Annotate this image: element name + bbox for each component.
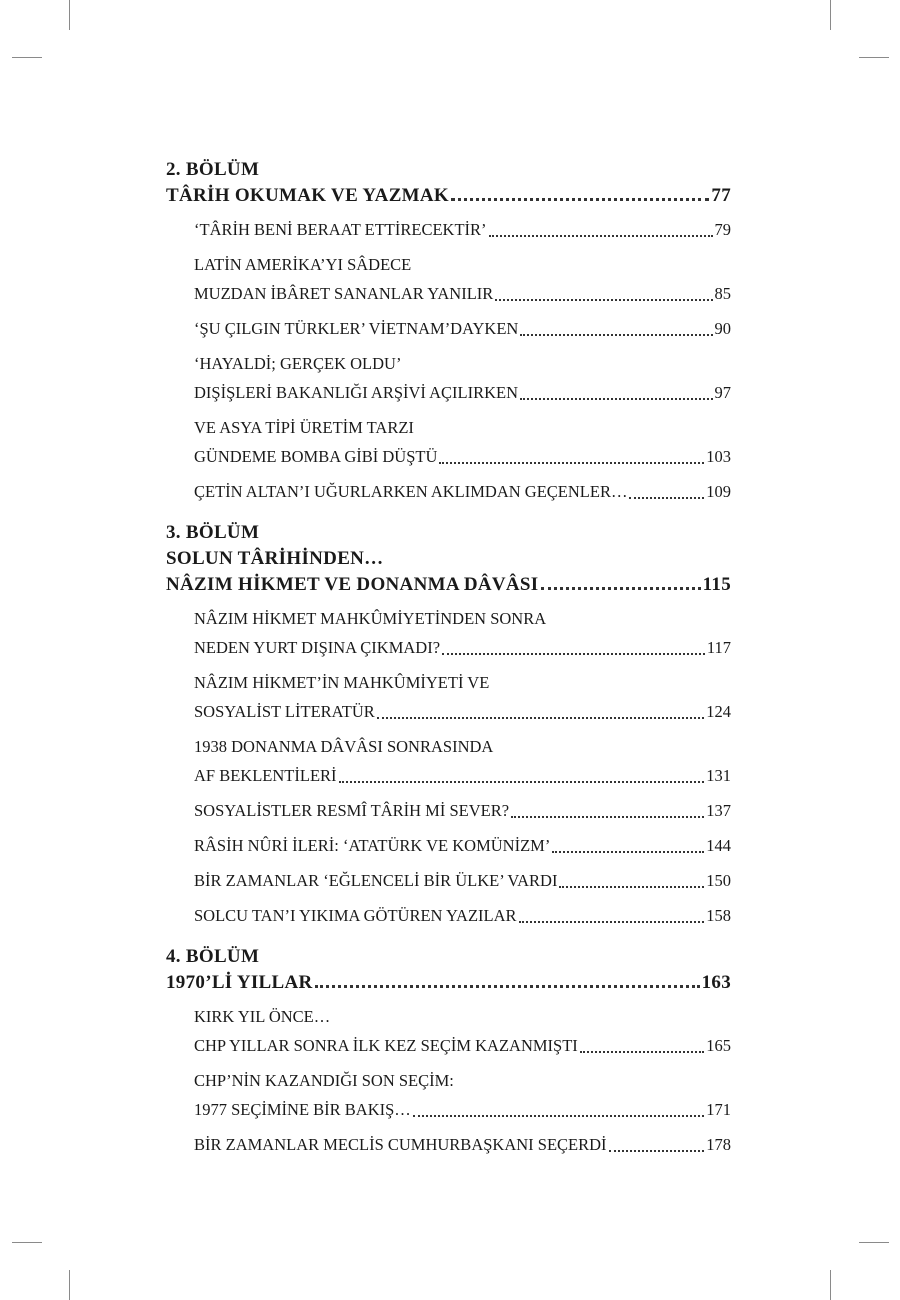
entry-link[interactable]	[194, 1031, 731, 1060]
toc-section	[166, 944, 731, 1159]
page-number: 158	[706, 906, 731, 925]
crop-mark	[69, 0, 70, 30]
crop-mark	[12, 57, 42, 58]
dot-leader	[451, 198, 709, 201]
entry-link[interactable]	[194, 1095, 731, 1124]
entry-link[interactable]	[194, 697, 731, 726]
entry-link-text: BİR ZAMANLAR MECLİS CUMHURBAŞKANI SEÇERDİ	[194, 1135, 607, 1154]
crop-mark	[830, 0, 831, 30]
toc-entry	[166, 901, 731, 930]
dot-leader	[315, 985, 700, 988]
entry-link[interactable]	[194, 633, 731, 662]
entry-link[interactable]	[194, 215, 731, 244]
entry-link-text: DIŞİŞLERİ BAKANLIĞI ARŞİVİ AÇILIRKEN	[194, 383, 519, 402]
page-number: 115	[702, 574, 731, 595]
page-number: 144	[706, 836, 731, 855]
entry-link-text: SOSYALİST LİTERATÜR	[194, 702, 375, 721]
toc-entry	[166, 1130, 731, 1159]
page-number: 165	[706, 1036, 731, 1055]
dot-leader	[495, 299, 712, 301]
page-number: 97	[714, 383, 731, 402]
page-number: 137	[706, 801, 731, 820]
entry-link[interactable]	[194, 866, 731, 895]
entry-link-text: ÇETİN ALTAN’I UĞURLARKEN AKLIMDAN GEÇENLER…	[194, 482, 628, 501]
dot-leader	[439, 462, 704, 464]
toc-section	[166, 157, 731, 506]
page-number: 77	[711, 185, 731, 206]
section-title-link[interactable]	[166, 572, 731, 598]
page-number: 109	[706, 482, 731, 501]
section-label: 2. BÖLÜM	[166, 159, 260, 180]
entry-link-text: ‘ŞU ÇILGIN TÜRKLER’ VİETNAM’DAYKEN	[194, 319, 519, 338]
dot-leader	[442, 653, 705, 655]
dot-leader	[520, 334, 712, 336]
toc-entry	[166, 796, 731, 825]
entry-title-line: CHP’NİN KAZANDIĞI SON SEÇİM:	[194, 1071, 454, 1090]
entry-link-text: 1977 SEÇİMİNE BİR BAKIŞ…	[194, 1100, 411, 1119]
entry-link[interactable]	[194, 831, 731, 860]
entry-title-line: NÂZIM HİKMET MAHKÛMİYETİNDEN SONRA	[194, 609, 547, 628]
page-number: 79	[714, 220, 731, 239]
entry-title-line: ‘HAYALDİ; GERÇEK OLDU’	[194, 354, 402, 373]
dot-leader	[580, 1051, 704, 1053]
entry-link[interactable]	[194, 279, 731, 308]
section-label: 4. BÖLÜM	[166, 946, 260, 967]
page-number: 117	[706, 638, 731, 657]
toc-entry	[166, 349, 731, 407]
dot-leader	[413, 1115, 704, 1117]
toc-section	[166, 520, 731, 930]
crop-mark	[859, 57, 889, 58]
entry-link[interactable]	[194, 442, 731, 471]
table-of-contents	[166, 157, 731, 1173]
dot-leader	[519, 921, 705, 923]
entry-link[interactable]	[194, 1130, 731, 1159]
entry-link-text: BİR ZAMANLAR ‘EĞLENCELİ BİR ÜLKE’ VARDI	[194, 871, 558, 890]
dot-leader	[629, 497, 704, 499]
page-number: 124	[706, 702, 731, 721]
entry-title-line: KIRK YIL ÖNCE…	[194, 1007, 331, 1026]
toc-entry	[166, 477, 731, 506]
entry-link[interactable]	[194, 761, 731, 790]
toc-entry	[166, 413, 731, 471]
entry-title-line: VE ASYA TİPİ ÜRETİM TARZI	[194, 418, 414, 437]
entry-title-line: LATİN AMERİKA’YI SÂDECE	[194, 255, 412, 274]
dot-leader	[377, 717, 704, 719]
entry-link-text: GÜNDEME BOMBA GİBİ DÜŞTÜ	[194, 447, 438, 466]
page-number: 150	[706, 871, 731, 890]
toc-entry	[166, 1002, 731, 1060]
dot-leader	[541, 587, 701, 590]
dot-leader	[511, 816, 704, 818]
crop-mark	[830, 1270, 831, 1300]
toc-entry	[166, 604, 731, 662]
entry-link[interactable]	[194, 796, 731, 825]
dot-leader	[520, 398, 712, 400]
toc-entry	[166, 1066, 731, 1124]
section-title-link-text: NÂZIM HİKMET VE DONANMA DÂVÂSI	[166, 574, 539, 595]
entry-link[interactable]	[194, 901, 731, 930]
entry-link-text: SOSYALİSTLER RESMÎ TÂRİH Mİ SEVER?	[194, 801, 510, 820]
dot-leader	[489, 235, 713, 237]
toc-entry	[166, 732, 731, 790]
section-title-link-text: TÂRİH OKUMAK VE YAZMAK	[166, 185, 449, 206]
entry-link-text: NEDEN YURT DIŞINA ÇIKMADI?	[194, 638, 441, 657]
entry-link-text: AF BEKLENTİLERİ	[194, 766, 337, 785]
crop-mark	[12, 1242, 42, 1243]
entry-link-text: RÂSİH NÛRİ İLERİ: ‘ATATÜRK VE KOMÜNİZM’	[194, 836, 551, 855]
page-number: 131	[706, 766, 731, 785]
entry-link-text: SOLCU TAN’I YIKIMA GÖTÜREN YAZILAR	[194, 906, 517, 925]
entry-link-text: ‘TÂRİH BENİ BERAAT ETTİRECEKTİR’	[194, 220, 487, 239]
entry-title-line: 1938 DONANMA DÂVÂSI SONRASINDA	[194, 737, 494, 756]
section-title-link[interactable]	[166, 183, 731, 209]
page-number: 163	[701, 972, 731, 993]
page-number: 85	[714, 284, 731, 303]
dot-leader	[609, 1150, 705, 1152]
dot-leader	[339, 781, 705, 783]
toc-entry	[166, 866, 731, 895]
page-number: 103	[706, 447, 731, 466]
dot-leader	[552, 851, 704, 853]
page-number: 178	[706, 1135, 731, 1154]
entry-title-line: NÂZIM HİKMET’İN MAHKÛMİYETİ VE	[194, 673, 490, 692]
section-title-link[interactable]	[166, 970, 731, 996]
section-label: 3. BÖLÜM	[166, 522, 260, 543]
entry-link[interactable]	[194, 477, 731, 506]
entry-link[interactable]	[194, 314, 731, 343]
toc-entry	[166, 215, 731, 244]
entry-link-text: CHP YILLAR SONRA İLK KEZ SEÇİM KAZANMIŞTI	[194, 1036, 578, 1055]
toc-entry	[166, 831, 731, 860]
toc-entry	[166, 668, 731, 726]
section-title-line: SOLUN TÂRİHİNDEN…	[166, 548, 384, 569]
toc-entry	[166, 314, 731, 343]
toc-entry	[166, 250, 731, 308]
crop-mark	[859, 1242, 889, 1243]
section-title-link-text: 1970’Lİ YILLAR	[166, 972, 313, 993]
page-number: 171	[706, 1100, 731, 1119]
entry-link[interactable]	[194, 378, 731, 407]
crop-mark	[69, 1270, 70, 1300]
page-number: 90	[714, 319, 731, 338]
dot-leader	[559, 886, 704, 888]
entry-link-text: MUZDAN İBÂRET SANANLAR YANILIR	[194, 284, 494, 303]
